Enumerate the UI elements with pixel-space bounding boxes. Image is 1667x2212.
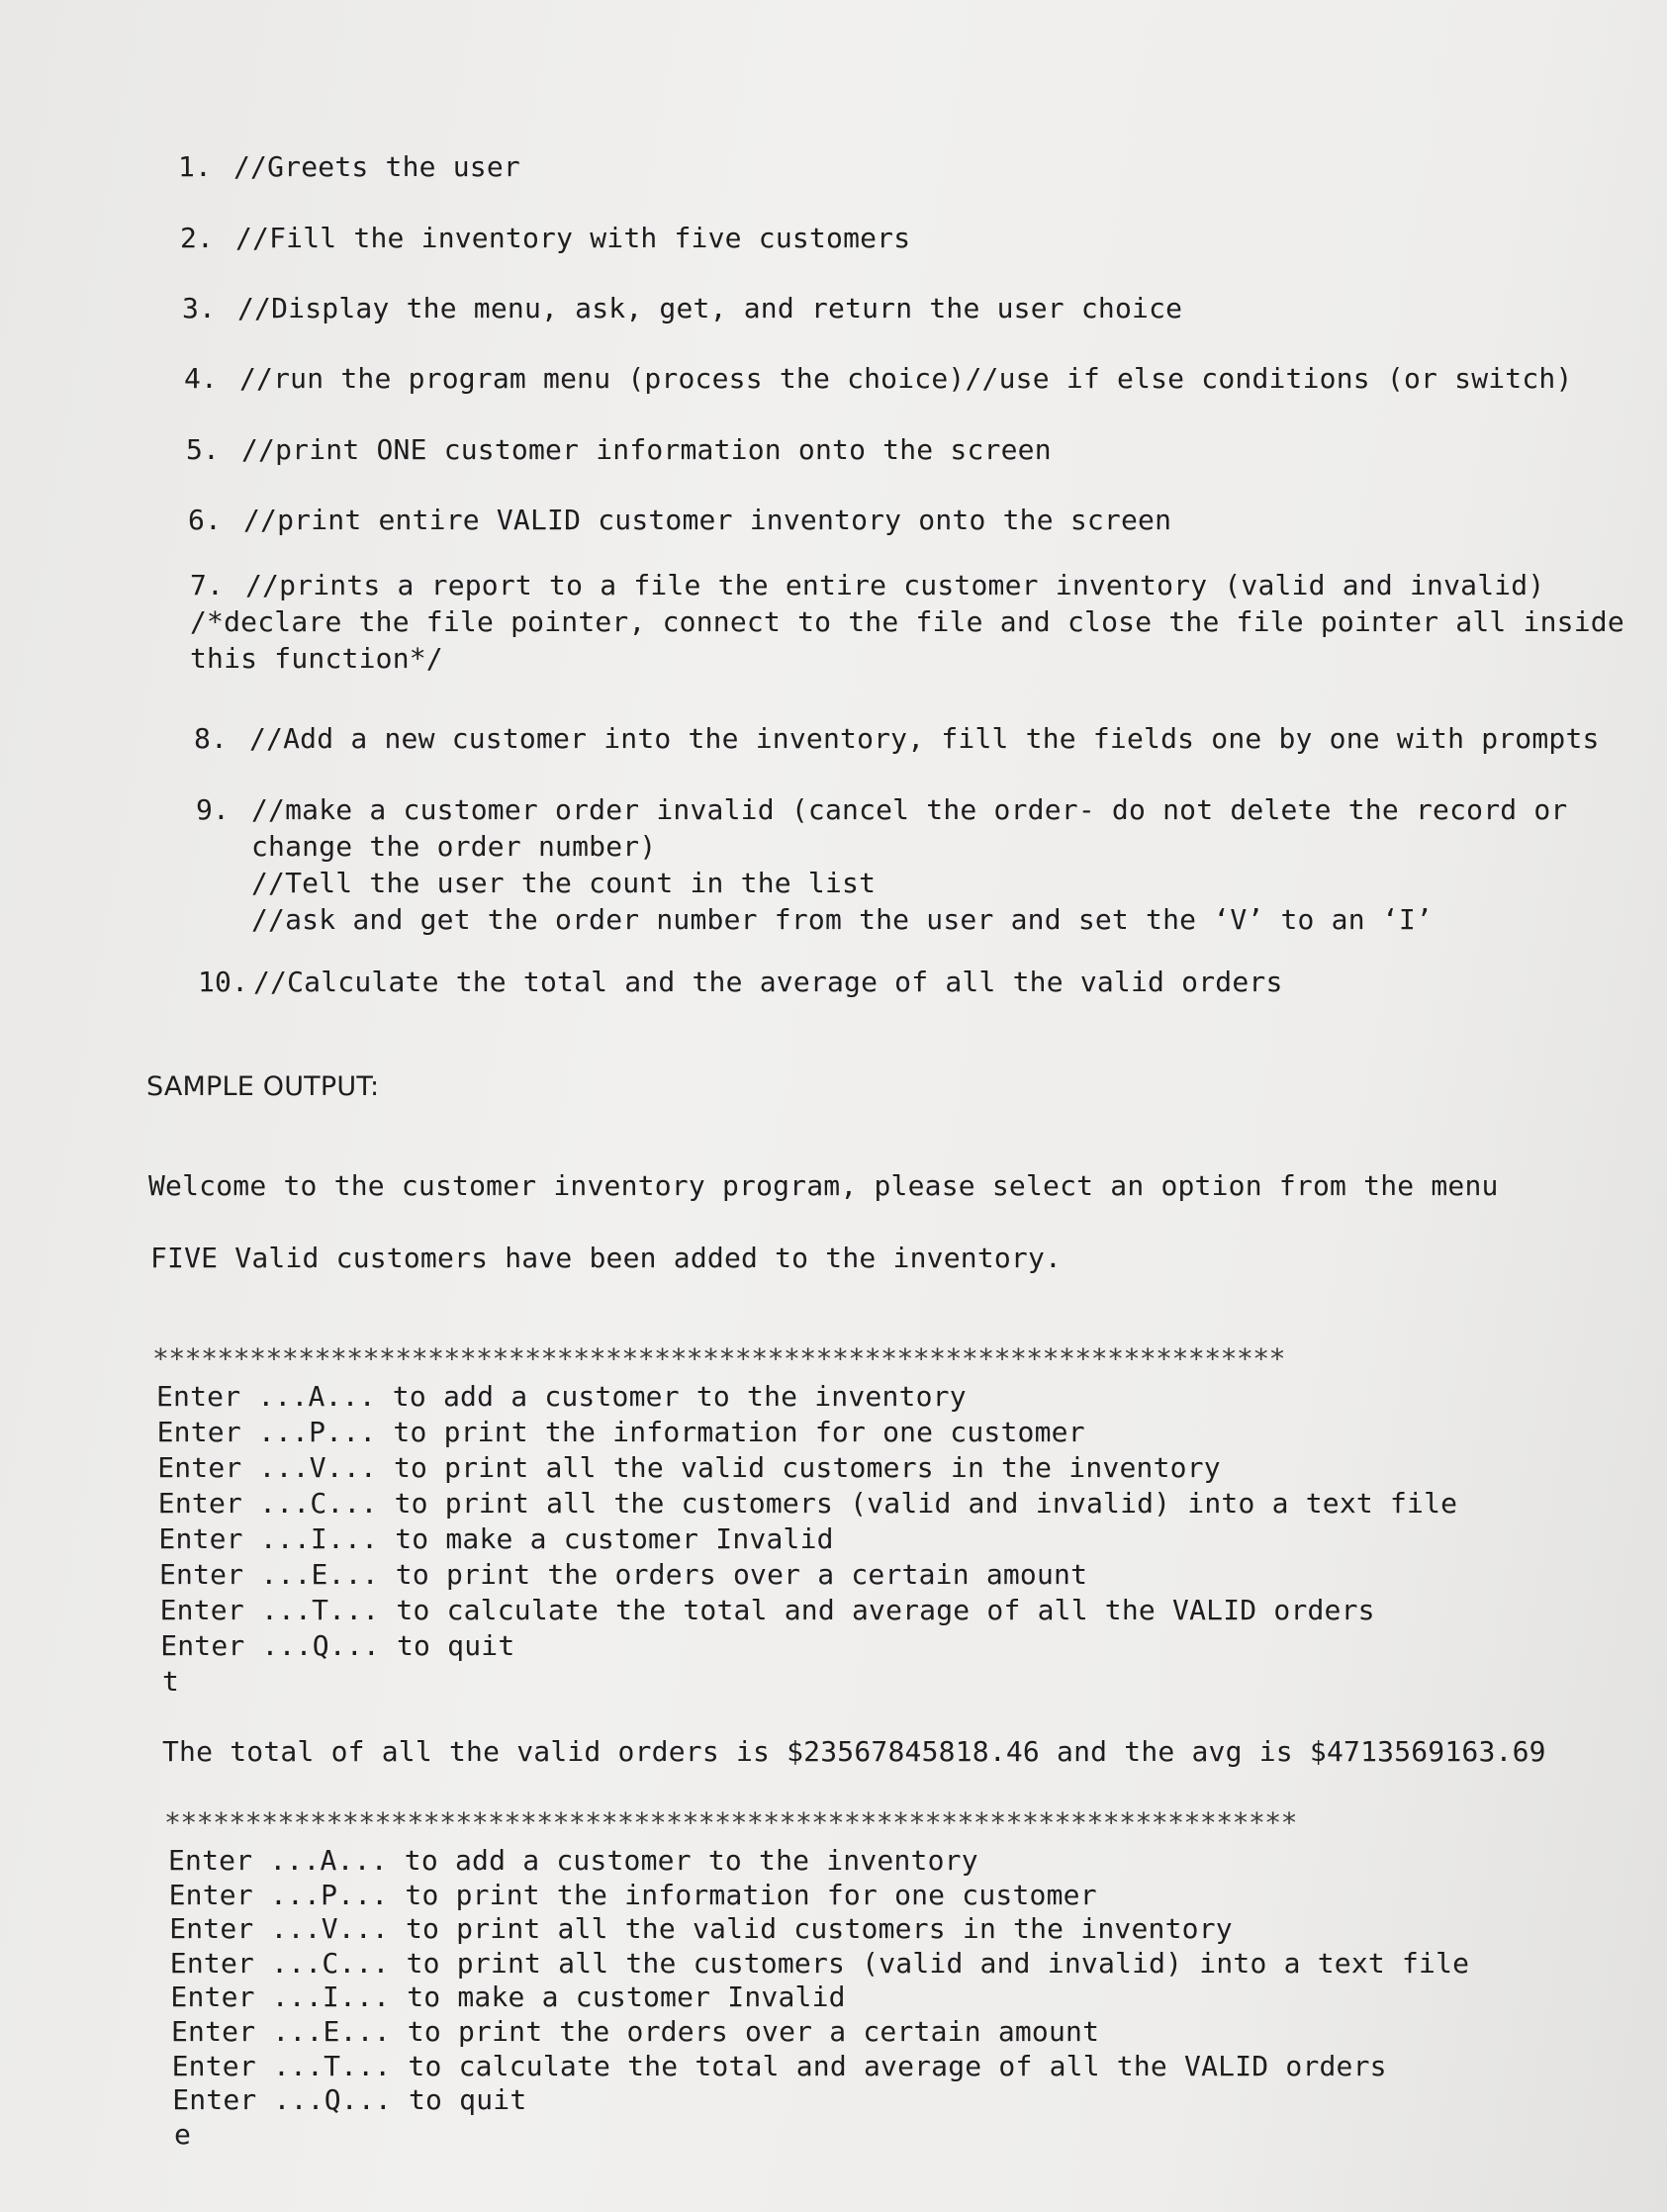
item-number: 3. (182, 292, 217, 324)
menu-option: Enter ...P... to print the information for one customer (156, 1416, 1085, 1448)
user-input: e (174, 2117, 192, 2151)
item-line: //Tell the user the count in the list (251, 867, 877, 899)
requirement-item (198, 964, 1283, 1000)
item-text (233, 148, 520, 185)
item-line: //prints a report to a file the entire customer inventory (valid and invalid) (245, 569, 1545, 601)
item-number: 1. (178, 150, 213, 183)
item-number: 6. (188, 504, 223, 536)
menu-option: Enter ...C... to print all the customers (valid and invalid) into a text file (169, 1946, 1470, 1980)
requirement-item (180, 220, 910, 256)
requirement-item (186, 431, 1052, 468)
item-number: 8. (194, 722, 229, 755)
item-line: //ask and get the order number from the user and set the ‘V’ to an ‘I’ (251, 903, 1434, 936)
menu-option: Enter ...T... to calculate the total and average of all the VALID orders (159, 1594, 1375, 1626)
five-added-message: FIVE Valid customers have been added to the inventory. (150, 1242, 1063, 1274)
item-number: 7. (190, 569, 225, 601)
item-line: //make a customer order invalid (cancel the order- do not delete the record or (251, 793, 1568, 826)
menu-option: Enter ...V... to print all the valid customers in the inventory (157, 1451, 1221, 1484)
item-number: 9. (196, 793, 231, 826)
item-text (253, 964, 1283, 1000)
item-line: //Display the menu, ask, get, and return the user choice (237, 292, 1183, 324)
item-line: //Greets the user (233, 150, 520, 183)
menu-option: Enter ...C... to print all the customers (valid and invalid) into a text file (157, 1487, 1458, 1520)
item-text (190, 567, 1624, 677)
user-input: t (162, 1665, 180, 1698)
sample-output-heading: SAMPLE OUTPUT: (146, 1071, 380, 1102)
menu-option: Enter ...P... to print the information for one customer (168, 1878, 1097, 1911)
menu-option: Enter ...Q... to quit (160, 1629, 515, 1662)
menu-option: Enter ...A... to add a customer to the inventory (168, 1844, 978, 1877)
welcome-message: Welcome to the customer inventory program, please select an option from the menu (148, 1169, 1499, 1202)
item-line: /*declare the file pointer, connect to the file and close the file pointer all inside (190, 605, 1624, 638)
requirement-item (190, 567, 1624, 677)
item-text (241, 431, 1052, 468)
item-number: 2. (180, 222, 215, 254)
item-number: 5. (186, 433, 221, 466)
menu-option: Enter ...Q... to quit (172, 2083, 527, 2117)
item-line: //print ONE customer information onto the screen (241, 433, 1052, 466)
item-text (235, 220, 910, 256)
separator-stars: ********************************************************************** (164, 1806, 1298, 1839)
separator-stars: ********************************************************************** (152, 1342, 1286, 1375)
menu-option: Enter ...I... to make a customer Invalid (170, 1981, 846, 2014)
menu-option: Enter ...T... to calculate the total and average of all the VALID orders (171, 2049, 1387, 2082)
item-line: this function*/ (190, 642, 443, 675)
item-text (237, 290, 1182, 326)
item-line: //Fill the inventory with five customers (235, 222, 911, 254)
item-text (251, 791, 1567, 938)
menu-option: Enter ...A... to add a customer to the inventory (156, 1380, 967, 1413)
menu-option: Enter ...I... to make a customer Invalid (158, 1522, 834, 1555)
item-line: //Add a new customer into the inventory, fill the fields one by one with prompts (249, 722, 1600, 755)
item-line: //run the program menu (process the choice)//use if else conditions (or switch) (239, 362, 1573, 395)
requirement-item (178, 148, 520, 185)
requirement-item (184, 360, 1573, 397)
menu-option: Enter ...E... to print the orders over a certain amount (171, 2015, 1100, 2048)
item-line: change the order number) (251, 830, 657, 863)
total-average-result: The total of all the valid orders is $23567845818.46 and the avg is $4713569163.69 (162, 1735, 1546, 1768)
menu-option: Enter ...V... to print all the valid customers in the inventory (169, 1912, 1233, 1946)
requirement-item (182, 290, 1182, 326)
requirement-item (188, 502, 1171, 538)
requirement-item (194, 720, 1600, 757)
item-text (243, 502, 1171, 538)
item-line: //Calculate the total and the average of all the valid orders (253, 966, 1283, 998)
requirement-item (196, 791, 1567, 938)
item-number: 4. (184, 362, 219, 395)
menu-option: Enter ...E... to print the orders over a certain amount (159, 1558, 1088, 1591)
item-text (249, 720, 1600, 757)
item-text (239, 360, 1573, 397)
item-line: //print entire VALID customer inventory onto the screen (243, 504, 1172, 536)
item-number: 10. (198, 966, 249, 998)
